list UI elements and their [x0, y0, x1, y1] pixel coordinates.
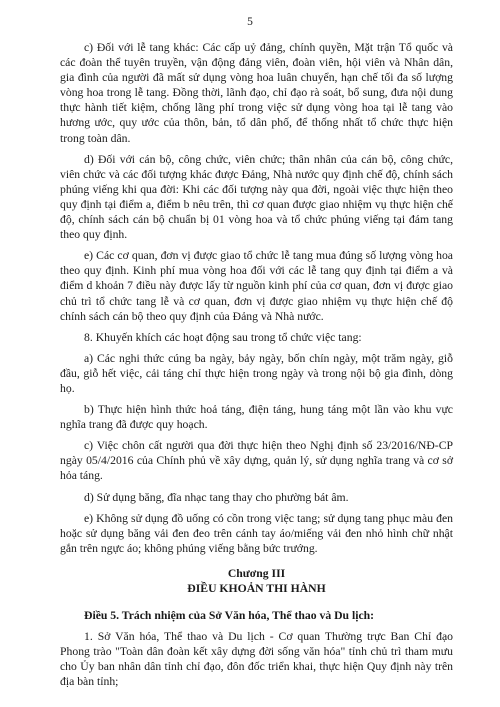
paragraph-e-agencies: e) Các cơ quan, đơn vị được giao tổ chức lễ tang mua đúng số lượng vòng hoa theo quy định. Kinh phí mua vòng hoa đối với các lễ tang quy định tại điểm a và điểm d khoản 7 điều này được lấy từ nguồn kinh phí của cơ quan, đơn vị được giao chủ trì tổ chức tang lễ và cơ quan, đơn vị được giao nhiệm vụ thực hiện chế độ chính sách cán bộ theo quy định của Đảng và Nhà nước.: [60, 249, 453, 323]
document-body: [60, 40, 453, 695]
paragraph-8e: e) Không sử dụng đồ uống có cồn trong việc tang; sử dụng tang phục màu đen hoặc sử dụng băng vải đen đeo trên cánh tay áo/miếng vải đen nhỏ hình chữ nhật gắn trên ngực áo; không phúng viếng bằng bức trướng.: [60, 511, 453, 555]
paragraph-d-officials: d) Đối với cán bộ, công chức, viên chức; thân nhân của cán bộ, công chức, viên chức và các đối tượng khác được Đảng, Nhà nước quy định chế độ, chính sách phúng viếng khi qua đời: Khi các đối tượng này qua đời, ngoài việc thực hiện theo quy định tại điểm a, điểm b nêu trên, thì cơ quan được giao nhiệm vụ thực hiện chế độ, chính sách cán bộ chuẩn bị 01 vòng hoa và tổ chức phúng viếng tại đám tang theo quy định.: [60, 152, 453, 242]
paragraph-8d: d) Sử dụng băng, đĩa nhạc tang thay cho phường bát âm.: [84, 490, 349, 504]
article-5-paragraph-1: 1. Sở Văn hóa, Thể thao và Du lịch - Cơ quan Thường trực Ban Chỉ đạo Phong trào "Toàn dân đoàn kết xây dựng đời sống văn hóa" tỉnh chủ trì tham mưu cho Ủy ban nhân dân tỉnh chỉ đạo, đôn đốc triển khai, thực hiện Quy định này trên địa bàn tỉnh;: [60, 630, 453, 689]
paragraph-8b: b) Thực hiện hình thức hoả táng, điện táng, hung táng một lần vào khu vực nghĩa trang đã được quy hoạch.: [60, 403, 453, 432]
article-5-heading: Điều 5. Trách nhiệm của Sở Văn hóa, Thể thao và Du lịch:: [84, 608, 375, 622]
paragraph-8-encouraged: 8. Khuyến khích các hoạt động sau trong tổ chức việc tang:: [84, 330, 362, 344]
paragraph-8a: a) Các nghi thức cúng ba ngày, bảy ngày, bốn chín ngày, một trăm ngày, giỗ đầu, giỗ hết việc, cải táng chỉ thực hiện trong ngày và trong nội bộ gia đình, dòng họ.: [60, 351, 453, 395]
paragraph-8c: c) Việc chôn cất người qua đời thực hiện theo Nghị định số 23/2016/NĐ-CP ngày 05/4/2016 của Chính phủ về xây dựng, quản lý, sử dụng nghĩa trang và cơ sở hỏa táng.: [60, 439, 453, 483]
paragraph-c-other-funerals: c) Đối với lễ tang khác: Các cấp uỷ đảng, chính quyền, Mặt trận Tổ quốc và các đoàn thể tuyên truyền, vận động đảng viên, đoàn viên, hội viên và Nhân dân, gia đình của người đã mất sử dụng vòng hoa luân chuyển, hạn chế tối đa số lượng vòng hoa trong lễ tang. Đồng thời, lãnh đạo, chỉ đạo rà soát, bổ sung, đưa nội dung thực hành tiết kiệm, chống lãng phí trong việc sử dụng vòng hoa tại lễ tang vào hương ước, quy ước của thôn, bản, tổ dân phố, để thống nhất tổ chức thực hiện trong toàn dân.: [60, 41, 453, 145]
chapter-title: Chương III: [227, 566, 286, 580]
page-number: 5: [247, 16, 253, 28]
chapter-subtitle: ĐIỀU KHOẢN THI HÀNH: [187, 581, 326, 595]
